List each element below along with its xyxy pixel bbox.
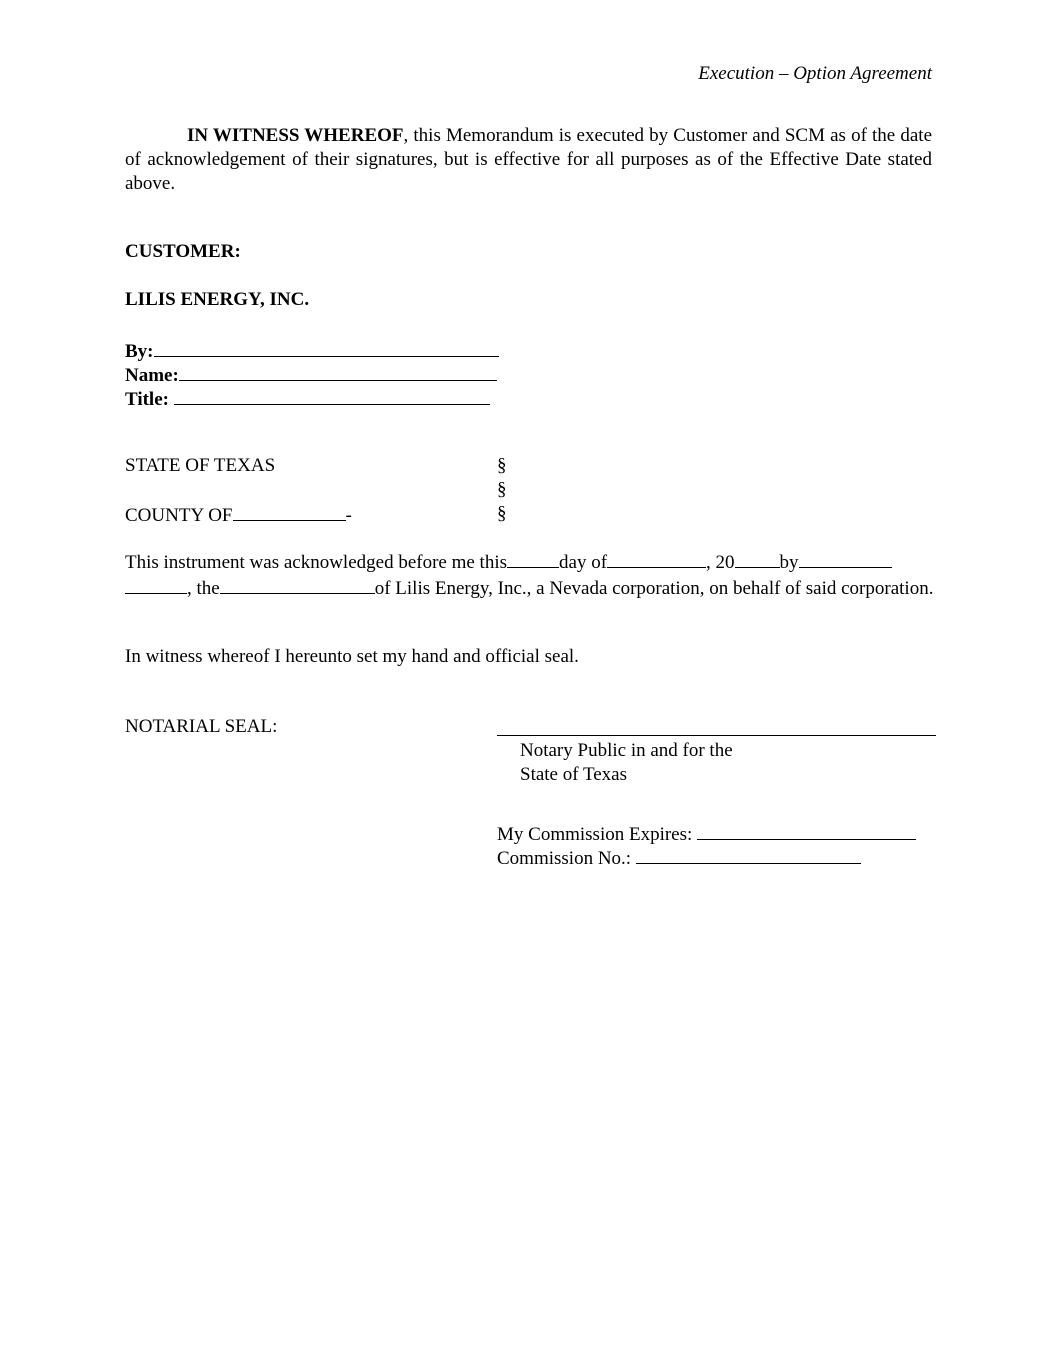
county-suffix: - — [345, 505, 352, 526]
ack-text: day of — [559, 552, 608, 573]
commission-expires-label: My Commission Expires: — [497, 824, 693, 845]
witness-clause — [125, 124, 932, 196]
by-label: By: — [125, 341, 154, 362]
name-label: Name: — [125, 365, 179, 386]
party-label: CUSTOMER: — [125, 241, 241, 262]
commission-expires-blank — [697, 821, 916, 840]
ack-text: of Lilis Energy, Inc., a Nevada corporation, on behalf of said corporation. — [374, 578, 934, 599]
state-label: STATE OF TEXAS — [125, 455, 276, 476]
ack-text: , the — [187, 578, 220, 599]
day-blank — [507, 549, 559, 568]
signer-title-blank — [220, 575, 375, 594]
ack-text: by — [779, 552, 799, 573]
notary-public-line1: Notary Public in and for the — [520, 740, 733, 761]
notary-public-line2: State of Texas — [520, 764, 628, 785]
commission-no-blank — [636, 845, 861, 864]
section-symbol: § — [497, 455, 507, 476]
title-signature-line — [174, 384, 490, 405]
month-blank — [607, 549, 706, 568]
county-label: COUNTY OF — [125, 505, 233, 526]
signer-name-blank-cont — [125, 575, 187, 594]
commission-no-label: Commission No.: — [497, 848, 632, 869]
ack-text: , 20 — [706, 552, 735, 573]
running-header: Execution – Option Agreement — [698, 63, 932, 84]
section-symbol: § — [497, 503, 507, 524]
witness-clause-lead: IN WITNESS WHEREOF — [187, 125, 404, 146]
commission-expires-line — [497, 821, 916, 847]
witness-clause-body: , this Memorandum is executed by Customer and SCM as of the date of acknowledgement of their signatures, but is effective for all purposes as of the Effective Date stated above. — [125, 125, 932, 194]
company-name: LILIS ENERGY, INC. — [125, 289, 310, 310]
notary-signature-line — [497, 735, 936, 736]
signer-name-blank — [799, 549, 892, 568]
by-signature-line — [154, 336, 499, 357]
witness-line: In witness whereof I hereunto set my hand and official seal. — [125, 646, 579, 667]
section-symbol: § — [497, 479, 507, 500]
year-blank — [735, 549, 780, 568]
title-label: Title: — [125, 389, 169, 410]
notarial-seal-label: NOTARIAL SEAL: — [125, 716, 278, 737]
commission-no-line — [497, 845, 861, 871]
ack-text: This instrument was acknowledged before me this — [125, 552, 508, 573]
title-line — [125, 384, 490, 412]
name-signature-line — [179, 360, 497, 381]
acknowledgment-paragraph — [125, 549, 937, 601]
county-line — [125, 502, 352, 528]
county-blank — [233, 502, 346, 521]
